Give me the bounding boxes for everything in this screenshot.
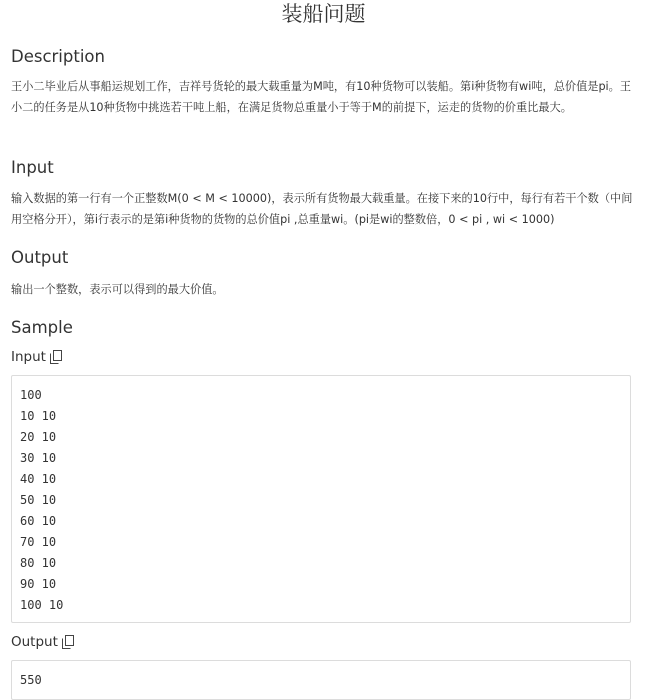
page-title: 装船问题 <box>281 2 366 26</box>
sample-heading: Sample <box>11 318 73 337</box>
output-heading: Output <box>11 248 69 267</box>
sample-input-label: Input <box>11 349 46 365</box>
sample-output-code: 550 <box>20 673 42 687</box>
output-text: 输出一个整数，表示可以得到的最大价值。 <box>11 283 224 296</box>
description-text: 王小二毕业后从事船运规划工作，吉祥号货轮的最大载重量为M吨，有10种货物可以装船。第i种货物有wi吨，总价值是pi。王小二的任务是从10种货物中挑选若干吨上船，在满足货物总重量小于等于M的前提下，运走的货物的价重比最大。 <box>11 80 632 114</box>
copy-icon[interactable] <box>50 350 62 364</box>
sample-output-label: Output <box>11 634 58 650</box>
input-heading: Input <box>11 158 54 177</box>
sample-input-code: 100 10 10 20 10 30 10 40 10 50 10 60 10 70 10 80 10 90 10 100 10 <box>20 388 64 612</box>
sample-output-label-row <box>11 633 74 651</box>
sample-input-label-row <box>11 348 62 366</box>
input-text: 输入数据的第一行有一个正整数M(0 < M < 10000)，表示所有货物最大载重量。在接下来的10行中，每行有若干个数（中间用空格分开），第i行表示的是第i种货物的货物的总价值pi ,总重量wi。(pi是wi的整数倍，0 < pi , wi < 1000) <box>11 192 633 226</box>
sample-output-box[interactable] <box>11 660 631 700</box>
description-heading: Description <box>11 47 105 66</box>
sample-input-box[interactable] <box>11 375 631 623</box>
copy-icon[interactable] <box>62 635 74 649</box>
